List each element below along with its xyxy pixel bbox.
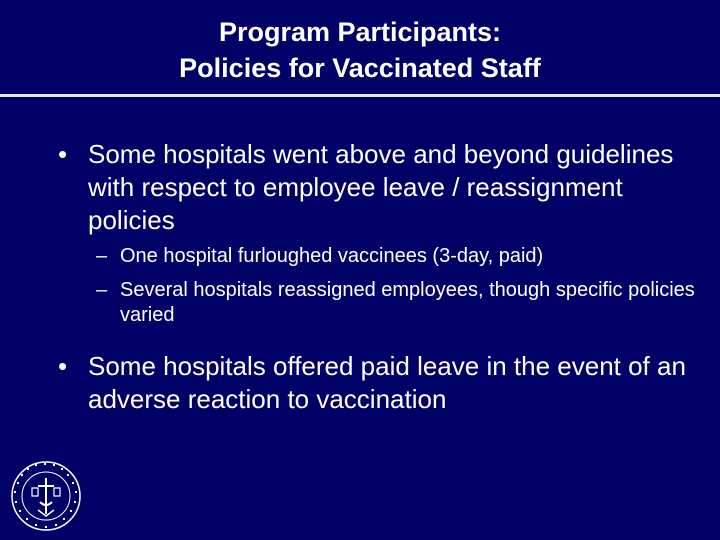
subbullet-item: [96, 278, 696, 328]
subbullet-text: One hospital furloughed vaccinees (3-day, paid): [120, 245, 544, 267]
bullet-marker: •: [58, 351, 68, 381]
subbullet-marker: –: [96, 245, 108, 267]
bullet-item: [58, 350, 698, 416]
bullet-item: [58, 138, 698, 237]
bullet-text: Some hospitals went above and beyond guidelines with respect to employee leave / reassignment policies: [88, 139, 674, 235]
subbullet-item: [96, 244, 696, 269]
subbullet-marker: –: [96, 279, 108, 301]
slide-title: [0, 14, 720, 86]
bullet-text: Some hospitals offered paid leave in the event of an adverse reaction to vaccination: [88, 351, 686, 414]
title-line-2: Policies for Vaccinated Staff: [179, 53, 541, 83]
bullet-marker: •: [58, 139, 68, 169]
title-line-1: Program Participants:: [218, 17, 502, 47]
subbullet-text: Several hospitals reassigned employees, though specific policies varied: [120, 279, 695, 326]
seal-logo-icon: [8, 458, 84, 534]
title-divider: [0, 94, 720, 97]
